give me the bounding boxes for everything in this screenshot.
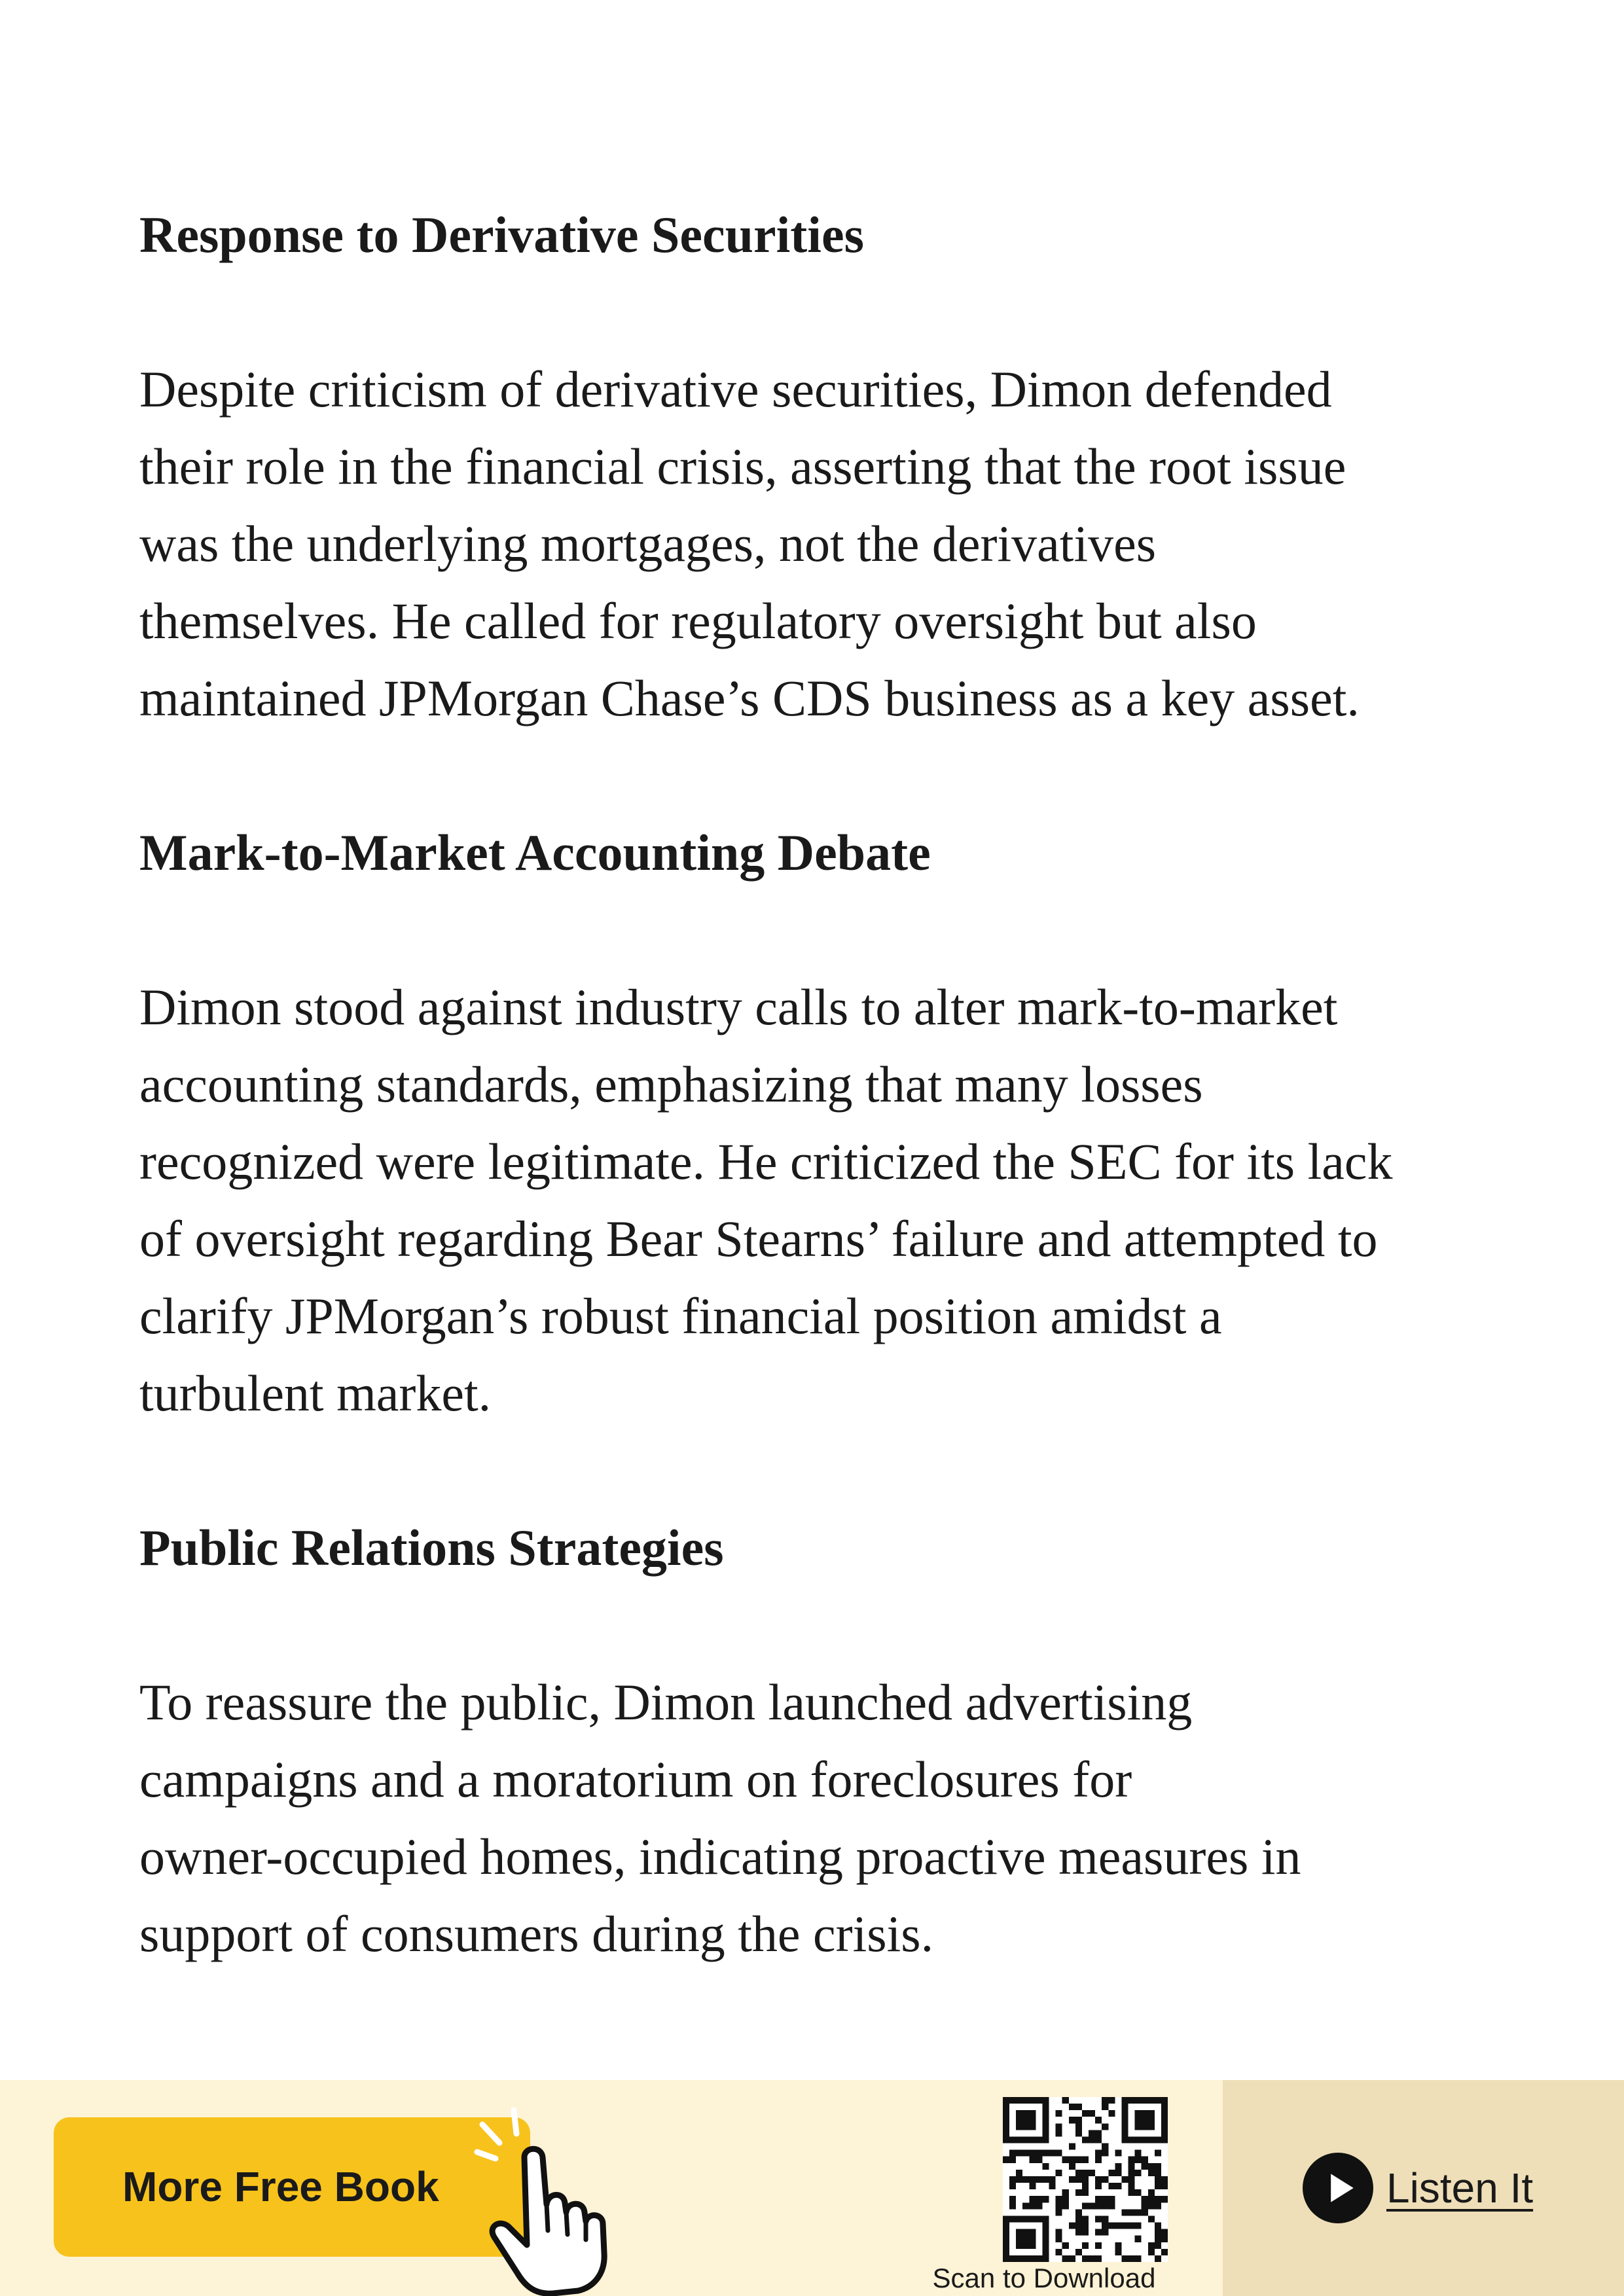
paragraph-line: themselves. He called for regulatory oversight but also <box>139 592 1257 649</box>
play-icon <box>1303 2153 1373 2223</box>
paragraph-line: campaigns and a moratorium on foreclosures for <box>139 1751 1132 1808</box>
paragraph-line: owner-occupied homes, indicating proactive measures in <box>139 1828 1301 1885</box>
paragraph-line: was the underlying mortgages, not the derivatives <box>139 515 1157 572</box>
paragraph-line: Despite criticism of derivative securities, Dimon defended <box>139 361 1332 418</box>
section-paragraph <box>139 351 1514 737</box>
qr-caption: Scan to Download <box>932 2263 1156 2293</box>
listen-it-label: Listen It <box>1386 2164 1534 2212</box>
paragraph-line: Dimon stood against industry calls to alter mark-to-market <box>139 978 1338 1035</box>
paragraph-line: recognized were legitimate. He criticized the SEC for its lack <box>139 1133 1393 1190</box>
pointing-hand-icon <box>461 2106 632 2296</box>
section-paragraph <box>139 1664 1514 1973</box>
section-heading: Response to Derivative Securities <box>139 206 864 263</box>
section-heading: Public Relations Strategies <box>139 1519 724 1576</box>
section-heading: Mark-to-Market Accounting Debate <box>139 824 931 881</box>
paragraph-line: maintained JPMorgan Chase’s CDS business as a key asset. <box>139 670 1360 726</box>
paragraph-line: To reassure the public, Dimon launched advertising <box>139 1674 1193 1731</box>
section-paragraph <box>139 969 1514 1432</box>
paragraph-line: their role in the financial crisis, asserting that the root issue <box>139 438 1346 495</box>
paragraph-line: turbulent market. <box>139 1365 492 1422</box>
qr-code[interactable] <box>1003 2097 1168 2262</box>
listen-it-link[interactable] <box>1303 2152 1533 2224</box>
paragraph-line: of oversight regarding Bear Stearns’ failure and attempted to <box>139 1210 1378 1267</box>
more-free-book-label: More Free Book <box>122 2163 439 2210</box>
more-free-book-button[interactable] <box>54 2117 530 2257</box>
paragraph-line: accounting standards, emphasizing that many losses <box>139 1056 1203 1113</box>
paragraph-line: clarify JPMorgan’s robust financial position amidst a <box>139 1287 1222 1344</box>
paragraph-line: support of consumers during the crisis. <box>139 1905 934 1962</box>
article-body <box>139 196 1514 1973</box>
promo-footer <box>0 2080 1624 2296</box>
